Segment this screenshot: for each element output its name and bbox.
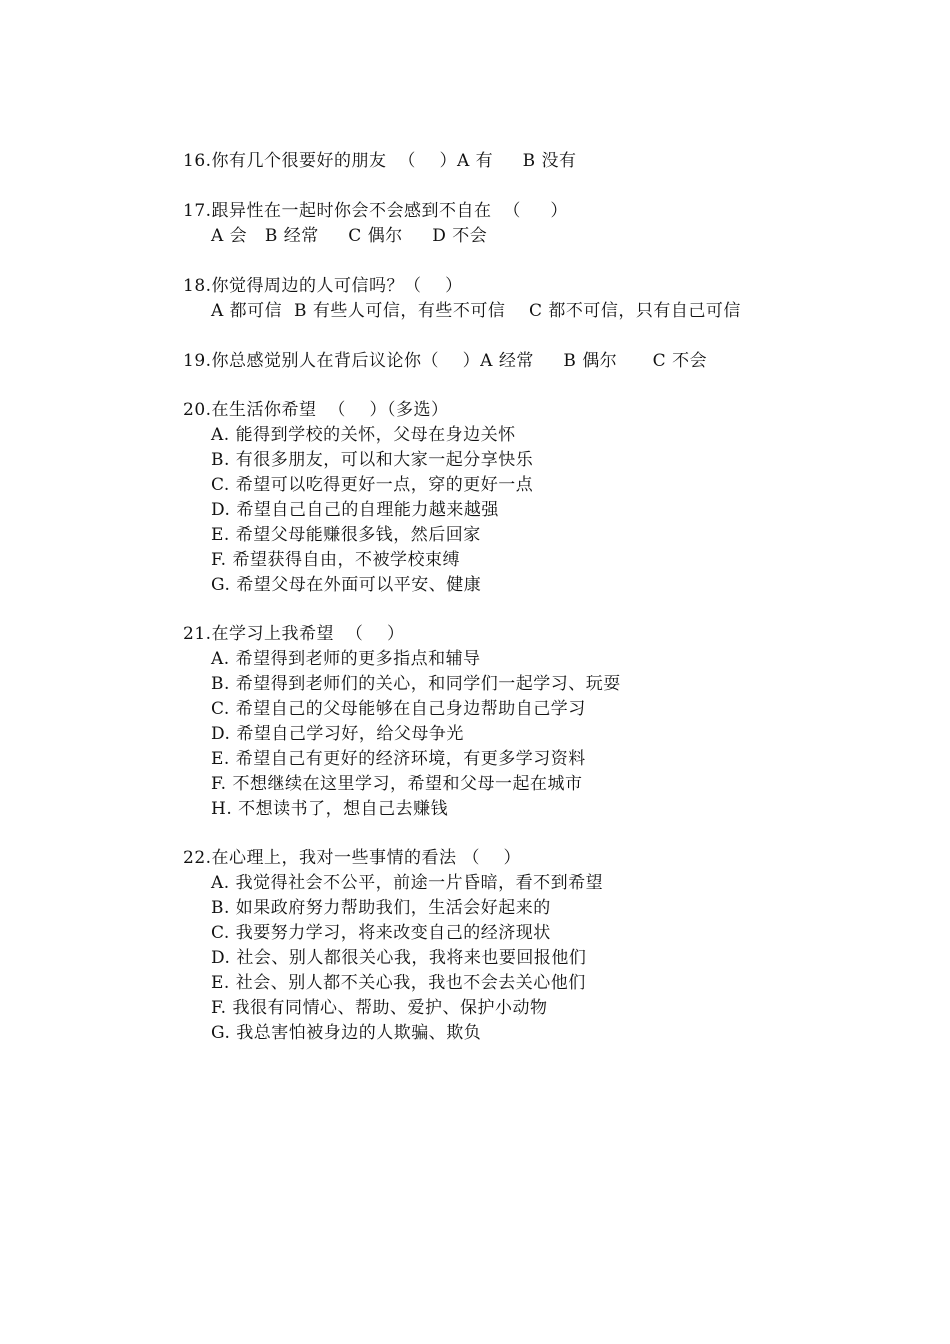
question-16: 16.你有几个很要好的朋友 （ ）A 有 B 没有 <box>183 151 577 171</box>
question-20-option-e: E. 希望父母能赚很多钱，然后回家 <box>211 525 481 545</box>
question-20-option-a: A. 能得到学校的关怀，父母在身边关怀 <box>211 425 516 445</box>
question-21-option-a: A. 希望得到老师的更多指点和辅导 <box>211 649 481 669</box>
question-22-option-d: D. 社会、别人都很关心我，我将来也要回报他们 <box>211 948 587 968</box>
question-22-option-f: F. 我很有同情心、帮助、爱护、保护小动物 <box>211 998 548 1018</box>
question-20: 20.在生活你希望 （ ）（多选） <box>183 400 449 420</box>
question-20-option-d: D. 希望自己自己的自理能力越来越强 <box>211 500 499 520</box>
question-22-option-c: C. 我要努力学习，将来改变自己的经济现状 <box>211 923 551 943</box>
question-21: 21.在学习上我希望 （ ） <box>183 624 405 644</box>
question-22: 22.在心理上，我对一些事情的看法 （ ） <box>183 848 522 868</box>
question-17-options: A 会 B 经常 C 偶尔 D 不会 <box>211 226 488 246</box>
question-20-option-g: G. 希望父母在外面可以平安、健康 <box>211 575 482 595</box>
question-20-option-b: B. 有很多朋友，可以和大家一起分享快乐 <box>211 450 534 470</box>
question-22-option-b: B. 如果政府努力帮助我们，生活会好起来的 <box>211 898 551 918</box>
question-18: 18.你觉得周边的人可信吗？（ ） <box>183 276 463 296</box>
question-21-option-h: H. 不想读书了，想自己去赚钱 <box>211 799 449 819</box>
question-20-option-f: F. 希望获得自由，不被学校束缚 <box>211 550 460 570</box>
question-21-option-b: B. 希望得到老师们的关心，和同学们一起学习、玩耍 <box>211 674 621 694</box>
question-21-option-c: C. 希望自己的父母能够在自己身边帮助自己学习 <box>211 699 586 719</box>
question-17: 17.跟异性在一起时你会不会感到不自在 （ ） <box>183 201 568 221</box>
question-22-option-a: A. 我觉得社会不公平，前途一片昏暗，看不到希望 <box>211 873 604 893</box>
question-20-option-c: C. 希望可以吃得更好一点，穿的更好一点 <box>211 475 534 495</box>
question-22-option-e: E. 社会、别人都不关心我，我也不会去关心他们 <box>211 973 586 993</box>
question-21-option-f: F. 不想继续在这里学习，希望和父母一起在城市 <box>211 774 583 794</box>
question-21-option-e: E. 希望自己有更好的经济环境，有更多学习资料 <box>211 749 586 769</box>
question-18-options: A 都可信 B 有些人可信，有些不可信 C 都不可信，只有自己可信 <box>211 301 741 321</box>
question-22-option-g: G. 我总害怕被身边的人欺骗、欺负 <box>211 1023 482 1043</box>
question-21-option-d: D. 希望自己学习好，给父母争光 <box>211 724 464 744</box>
question-19: 19.你总感觉别人在背后议论你（ ）A 经常 B 偶尔 C 不会 <box>183 351 708 371</box>
